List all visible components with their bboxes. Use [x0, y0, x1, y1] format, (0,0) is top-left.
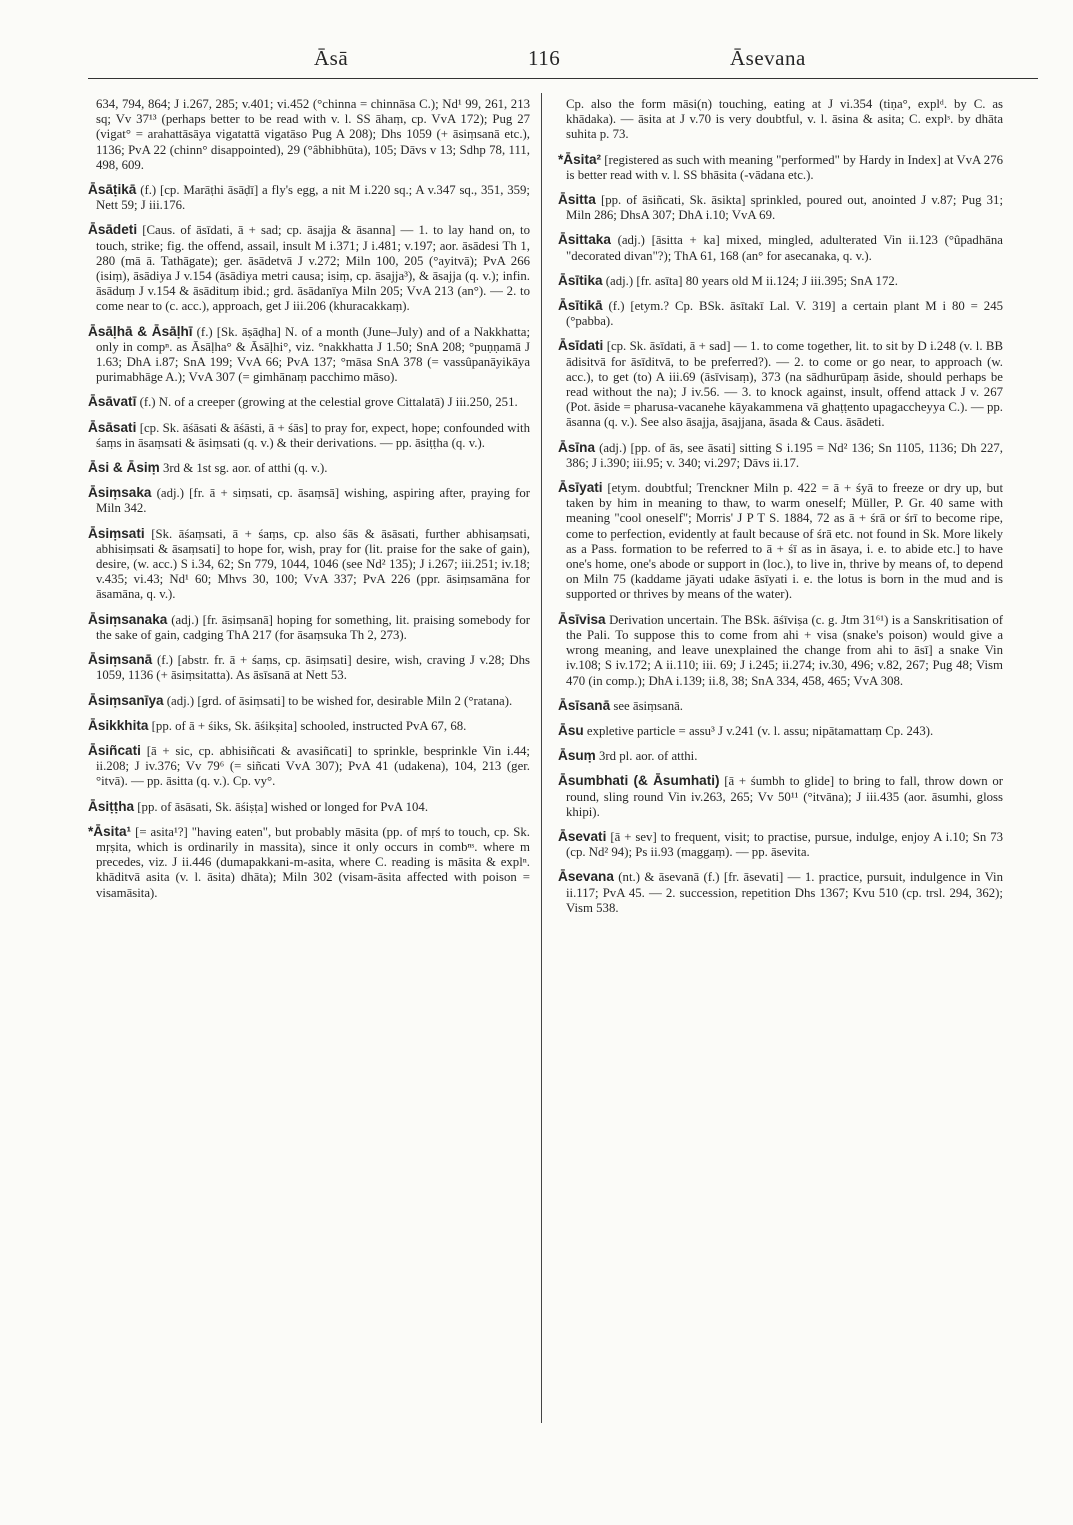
entry-text: (f.) [Sk. āṣāḍha] N. of a month (June–July) and of a Nakkhatta; only in compⁿ. as Āsāḷha° & Āsāḷhi°, viz. °nakkhatta J 1.50; SnA 208; °puṇṇamā J 1.63; DhA i.87; SnA 199; VvA 66; PvA 137; °māsa SnA 378 (= vassûpanāyikāya purimabhāge A.); VvA 307 (= gimhānaṃ pacchimo māso). — [96, 324, 530, 385]
headword: Āsīdati — [558, 338, 604, 354]
dictionary-entry — [558, 480, 1003, 603]
headword: Āsāḷhā & Āsāḷhī — [88, 323, 193, 339]
dictionary-entry — [558, 273, 1003, 289]
headword: Āsīvisa — [558, 611, 606, 627]
entry-text: [cp. Sk. āśāsati & āśāsti, ā + śās] to pray for, expect, hope; confounded with śaṃs in āsaṃsati & āsiṃsati (q. v.) & their derivations. — pp. āsiṭṭha (q. v.). — [96, 420, 530, 450]
headword: Āsittaka — [558, 232, 611, 248]
entry-text: 3rd pl. aor. of atthi. — [598, 749, 698, 764]
left-column — [88, 97, 530, 910]
headword: Āsevana — [558, 869, 614, 885]
page-number: 116 — [528, 46, 561, 70]
dictionary-entry — [558, 232, 1003, 263]
entry-text: (nt.) & āsevanā (f.) [fr. āsevati] — 1. practice, pursuit, indulgence in Vin ii.117; PvA 45. — 2. succession, repetition Dhs 1367; Kvu 510 (cp. trsl. 294, 362); Vism 538. — [566, 870, 1003, 915]
dictionary-entry — [88, 420, 530, 451]
headword: Āsikkhita — [88, 717, 149, 733]
dictionary-entry — [88, 799, 530, 815]
entry-text: [registered as such with meaning "performed" by Hardy in Index] at VvA 276 is better read with v. l. SS bhāsita (-vādana etc.). — [566, 152, 1003, 182]
dictionary-entry — [558, 869, 1003, 916]
entry-text: [ā + śumbh to glide] to bring to fall, throw down or round, sling round Vin iv.263, 265; Vv 50¹¹ (°itvāna); J iii.435 (aor. āsumhi, gloss khipi). — [566, 774, 1003, 819]
headword: Āsāsati — [88, 419, 137, 435]
entry-text: [pp. of ā + śiks, Sk. āśikṣita] schooled, instructed PvA 67, 68. — [151, 718, 467, 733]
dictionary-entry — [88, 652, 530, 683]
headword: Āsītikā — [558, 298, 603, 314]
entry-text: [pp. of āsiñcati, Sk. āsikta] sprinkled, poured out, anointed J v.87; Pug 31; Miln 286; DhsA 307; DhA i.10; VvA 69. — [566, 193, 1004, 223]
headword: Āsiṃsati — [88, 525, 145, 541]
headword: Āsiṃsanaka — [88, 611, 168, 627]
dictionary-entry — [88, 222, 530, 314]
entry-text: (f.) [etym.? Cp. BSk. āsītakī Lal. V. 319] a certain plant M i 80 = 245 (°pabba). — [566, 299, 1003, 329]
headword: Āsāṭikā — [88, 182, 137, 198]
dictionary-entry — [558, 192, 1003, 223]
right-column — [558, 97, 1003, 925]
entry-text: [Caus. of āsīdati, ā + sad; cp. āsajja & āsanna] — 1. to lay hand on, to touch, strike; fig. the offend, assail, insult M i.371; J i.481; v.197; aor. āsādesi Th 1, 280 (mā ā. Tathāgate); ger. āsādetvā J v.272; Miln 100, 205 (°ayitvā); PvA 266 (isiṃ), āsādiya J v.154 (āsādiya metri causa; isiṃ, cp. āsajja³), & āsajja (q. v.); infin. āsāduṃ J v.154 & āsādituṃ ibid.; grd. āsādanīya Miln 205; VvA 213 (an°). — 2. to come near to (c. acc.), approach, get J iii.206 (khuracakkaṃ). — [96, 223, 530, 314]
dictionary-entry — [88, 718, 530, 734]
dictionary-entry — [558, 440, 1003, 471]
dictionary-entry — [558, 698, 1003, 714]
entry-text: [Sk. āśaṃsati, ā + śaṃs, cp. also śās & āsāsati, further abhisaṃsati, abhisiṃsati & āsaṃsati] to hope for, wish, pray for (lit. praise for the sake of gain), desire, (w. acc.) S i.34, 62; Sn 779, 1044, 1046 (see Nd² 135); J i.267; iii.251; iv.18; v.435; vi.43; Nd¹ 60; Mhvs 30, 100; VvA 337; PvA 226 (ppr. āsiṃsamāna for āsamāna, q. v.). — [96, 526, 530, 602]
dictionary-entry — [88, 612, 530, 643]
dictionary-entry — [88, 394, 530, 410]
entry-text: (adj.) [āsitta + ka] mixed, mingled, adulterated Vin ii.123 (°ûpadhāna "decorated divan"?); ThA 61, 168 (an° for asecanaka, q. v.). — [566, 233, 1003, 263]
entry-text: [pp. of āsāsati, Sk. āśiṣṭa] wished or longed for PvA 104. — [137, 799, 429, 814]
entry-text: (adj.) [fr. ā + siṃsati, cp. āsaṃsā] wishing, aspiring after, praying for Miln 342. — [96, 486, 531, 516]
entry-text: [ā + sic, cp. abhisiñcati & avasiñcati] to sprinkle, besprinkle Vin i.44; ii.208; J iv.376; Vv 79⁶ (= siñcati VvA 307); PvA 41 (udakena), 104, 213 (ger. °itvā). — pp. āsitta (q. v.). Cp. vy°. — [96, 743, 530, 789]
dictionary-entry — [88, 743, 530, 790]
headword: Āsi & Āsiṃ — [88, 460, 160, 476]
dictionary-entry — [88, 182, 530, 213]
running-header — [88, 46, 1038, 76]
entry-text: expletive particle = assu³ J v.241 (v. l. assu; nipātamattaṃ Cp. 243). — [586, 723, 934, 738]
dictionary-entry — [558, 748, 1003, 764]
header-rule — [88, 78, 1038, 79]
entry-text: (f.) [cp. Marāṭhi āsāḍī] a fly's egg, a nit M i.220 sq.; A v.347 sq., 351, 359; Nett 59; J iii.176. — [96, 183, 530, 213]
right-guide-word: Āsevana — [730, 46, 806, 70]
headword: Āsīyati — [558, 480, 603, 496]
dictionary-entry — [88, 526, 530, 603]
headword: Āsīsanā — [558, 697, 611, 713]
entry-text: [ā + sev] to frequent, visit; to practise, pursue, indulge, enjoy A i.10; Sn 73 (cp. Nd² 94); Ps ii.93 (maggaṃ). — pp. āsevita. — [566, 829, 1003, 860]
headword: Āsu — [558, 722, 584, 738]
headword: Āsumbhati (& Āsumhati) — [558, 773, 720, 789]
dictionary-entry — [88, 324, 530, 386]
headword: Āsevati — [558, 828, 607, 844]
dictionary-entry — [558, 612, 1003, 689]
entry-text: (adj.) [pp. of ās, see āsati] sitting S i.195 = Nd² 136; Sn 1105, 1136; Dh 227, 386; J i.390; iii.95; v. 340; vi.297; Dāvs ii.17. — [566, 440, 1003, 470]
entry-text: 634, 794, 864; J i.267, 285; v.401; vi.452 (°chinna = chinnāsa C.); Nd¹ 99, 261, 213 sq; Vv 37¹³ (perhaps better to be read with v. l. SS āhaṃ, cp. VvA 172); Pug 27 (vigat° = arahattāsāya vigatattā vigatāso Pug A 208); Dhs 1059 (+ āsiṃsanā etc.), 1136; PvA 22 (chinn° disappointed), 29 (°âbhibhūta), 105; Dāvs v 13; Sdhp 78, 111, 498, 609. — [96, 97, 530, 172]
entry-text: (f.) [abstr. fr. ā + śaṃs, cp. āsiṃsati] desire, wish, craving J v.28; Dhs 1059, 1136 (+ āsiṃsitatta). As āsīsanā at Nett 53. — [96, 653, 531, 683]
headword: Āsītika — [558, 272, 603, 288]
headword: Āsiṃsanīya — [88, 692, 164, 708]
entry-text: (adj.) [fr. āsiṃsanā] hoping for something, lit. praising somebody for the sake of gain, cadging ThA 217 (for āsaṃsuka Th 2, 273). — [96, 612, 531, 642]
entry-text: Cp. also the form māsi(n) touching, eating at J vi.354 (tiṇa°, explᵈ. by C. as khādaka). — āsita at J v.70 is very doubtful, v. l. āsina & asita; C. explˢ. by dhāta suhita p. 73. — [566, 97, 1003, 142]
entry-text: [= asita¹?] "having eaten", but probably māsita (pp. of mṛś to touch, cp. Sk. mṛṣita, which is ordinarily in massita), since it only occurs in combⁿˢ. where m precedes, viz. J ii.446 (dumapakkani-m-asita, where C. reading is māsita & explⁿ. khāditvā asita (v. l. āsita) dhāta); Miln 302 (visam-āsita affected with poison = visamāsita). — [96, 824, 531, 900]
headword: Āsādeti — [88, 222, 138, 238]
headword: *Āsita² — [558, 151, 602, 167]
entry-text: 3rd & 1st sg. aor. of atthi (q. v.). — [162, 461, 328, 476]
entry-text: Derivation uncertain. The BSk. āśīviṣa (c. g. Jtm 31⁶¹) is a Sanskritisation of the Pali. To suppose this to come from ahi + visa (snake's poison) would give a wrong meaning, and leave unexplained the change from ahi to āsī] a snake Vin iv.108; S iv.172; A ii.110; iii. 69; J i.245; ii.274; iv.30, 496; v.82, 267; Pug 48; Vism 470 (in comp.); DhA i.139; ii.8, 38; SnA 334, 458, 465; VvA 308. — [566, 612, 1003, 688]
headword: Āsīna — [558, 439, 596, 455]
headword: Āsiṃsaka — [88, 485, 152, 501]
headword: Āsiñcati — [88, 742, 141, 758]
dictionary-entry — [558, 338, 1003, 430]
dictionary-entry — [558, 829, 1003, 860]
headword: Āsiṃsanā — [88, 652, 153, 668]
headword: *Āsita¹ — [88, 823, 132, 839]
left-guide-word: Āsā — [314, 46, 349, 70]
dictionary-entry — [88, 460, 530, 476]
entry-text: (adj.) [grd. of āsiṃsati] to be wished for, desirable Miln 2 (°ratana). — [166, 693, 513, 708]
dictionary-entry — [558, 773, 1003, 820]
dictionary-entry — [558, 723, 1003, 739]
headword: Āsuṃ — [558, 748, 596, 764]
headword: Āsiṭṭha — [88, 798, 135, 814]
dictionary-entry — [558, 97, 1003, 143]
dictionary-entry — [88, 824, 530, 901]
headword: Āsitta — [558, 192, 596, 208]
dictionary-entry — [558, 298, 1003, 329]
entry-text: (f.) N. of a creeper (growing at the celestial grove Cittalatā) J iii.250, 251. — [139, 395, 518, 410]
headword: Āsāvatī — [88, 394, 137, 410]
entry-text: [cp. Sk. āsīdati, ā + sad] — 1. to come together, lit. to sit by D i.248 (v. l. BB ādisitvā for āsīditvā, to be preferred?). — 2. to come or go near, to approach (w. acc.), to get (to) A iii.69 (āsīvisaṃ), 373 (na sādhurūpaṃ āside, should perhaps be read without the na); J iv.56. — 3. to knock against, insult, offend attack J v. 267 (Pot. āside = pharusa-vacanehe kāyakammena vā ghaṭṭento upagaccheyya C.). — pp. āsanna (q. v.). See also āsajja, āsajjana, āsada & Caus. āsādeti. — [566, 339, 1003, 430]
column-divider — [541, 93, 542, 1423]
dictionary-entry — [558, 152, 1003, 183]
entry-text: see āsiṃsanā. — [613, 698, 683, 713]
dictionary-entry — [88, 485, 530, 516]
dictionary-entry — [88, 693, 530, 709]
dictionary-entry — [88, 97, 530, 173]
entry-text: [etym. doubtful; Trenckner Miln p. 422 = ā + śyā to freeze or dry up, but taken by him in meaning to thaw, to warm oneself; Müller, P. Gr. 40 same with meaning "cool oneself"; Morris' J P T S. 1884, 72 as ā + śrā or śrī to become ripe, come to perfection, evidently at fault because of śrā etc. not found in Sk. More likely as a Pass. formation to be referred to ā + śī as in āsaya, i. e. to abide etc.] to have one's home, one's abode or support in (loc.), to live in, thrive by means of, to depend on Miln 75 (kaddame jāyati udake āsīyati i. e. the lotus is born in the mud and is supported or thrives by means of the water). — [566, 481, 1003, 602]
entry-text: (adj.) [fr. asīta] 80 years old M ii.124; J iii.395; SnA 172. — [605, 273, 898, 288]
